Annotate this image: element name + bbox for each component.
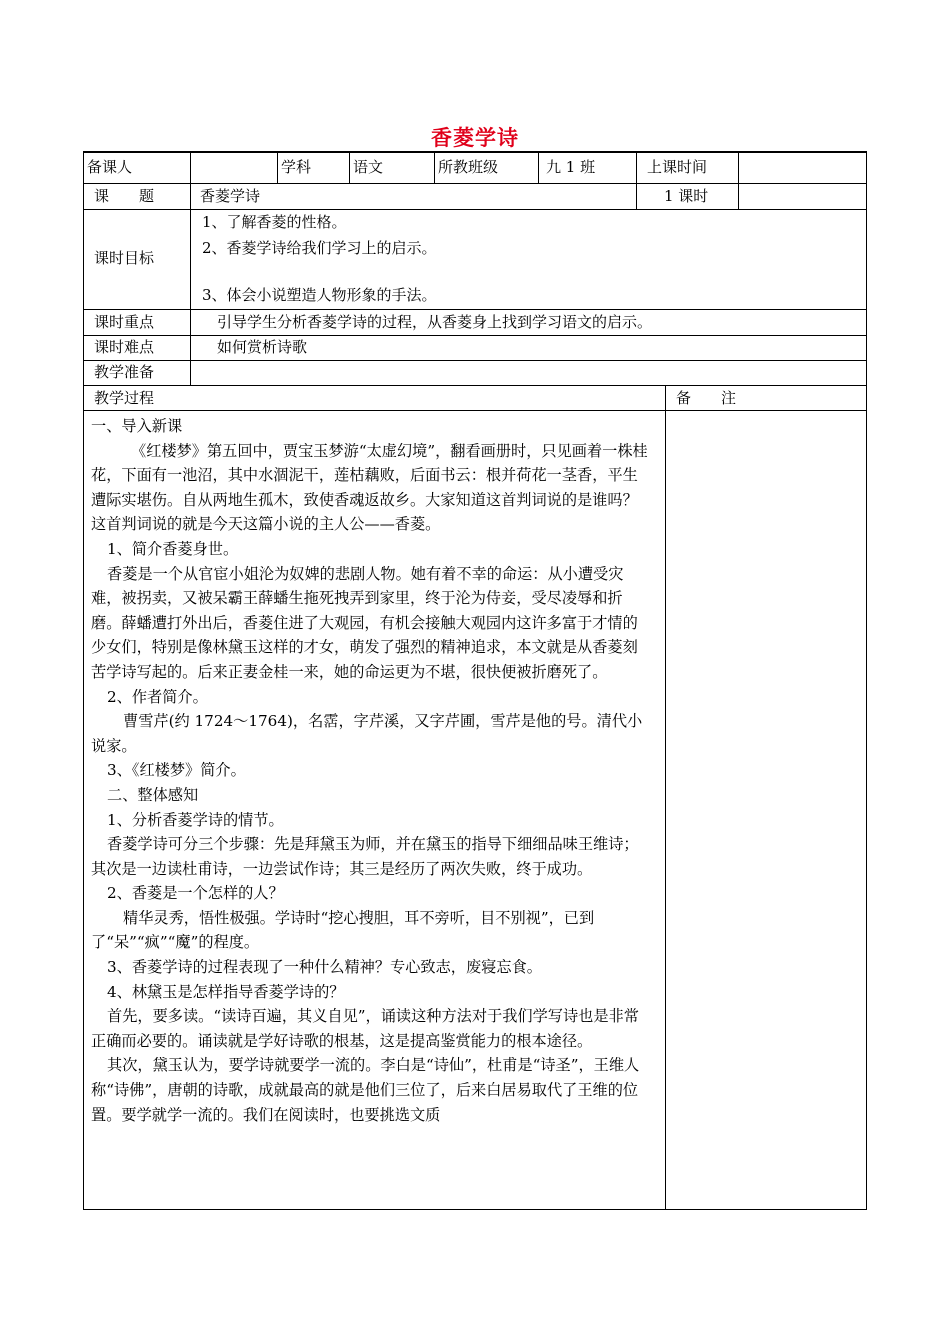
column-divider bbox=[738, 151, 739, 209]
paragraph: 其次，黛玉认为，要学诗就要学一流的。李白是“诗仙”，杜甫是“诗圣”，王维人称“诗佛”，唐朝的诗歌，成就最高的就是他们三位了，后来白居易取代了王维的位置。要学就学一流的。我们在阅读时，也要挑选文质 bbox=[91, 1056, 640, 1124]
row-divider bbox=[83, 209, 867, 210]
column-divider bbox=[434, 151, 435, 183]
paragraph: 首先，要多读。“读诗百遍，其义自见”，诵读这种方法对于我们学写诗也是非常正确而必要的。诵读就是学好诗歌的根基，这是提高鉴赏能力的根本途径。 bbox=[91, 1007, 639, 1050]
row-divider bbox=[83, 309, 867, 310]
goal-item: 2、香菱学诗给我们学习上的启示。 bbox=[202, 239, 437, 257]
paragraph: 《红楼梦》第五回中，贾宝玉梦游“太虚幻境”，翻看画册时，只见画着一株桂花，下面有一池沼，其中水涸泥干，莲枯藕败，后面书云：根并荷花一茎香，平生遭际实堪伤。自从两地生孤木，致使香魂返故乡。大家知道这首判词说的是谁吗？这首判词说的就是今天这篇小说的主人公——香菱。 bbox=[91, 441, 648, 534]
lesson-process-content bbox=[91, 414, 651, 1127]
column-divider bbox=[665, 385, 666, 1210]
row-divider bbox=[83, 183, 867, 184]
row-divider bbox=[83, 360, 867, 361]
table-border-bottom bbox=[83, 1209, 867, 1210]
paragraph: 3、香菱学诗的过程表现了一种什么精神？专心致志，废寝忘食。 bbox=[107, 958, 542, 977]
column-divider bbox=[538, 151, 539, 183]
goals-label: 课时目标 bbox=[94, 249, 155, 267]
paragraph: 曹雪芹(约 1724～1764)，名霑，字芹溪，又字芹圃，雪芹是他的号。清代小说家。 bbox=[91, 712, 643, 755]
subheading: 2、香菱是一个怎样的人？ bbox=[107, 884, 284, 903]
paragraph: 香菱学诗可分三个步骤：先是拜黛玉为师，并在黛玉的指导下细细品味王维诗；其次是一边读杜甫诗，一边尝试作诗；其三是经历了两次失败，终于成功。 bbox=[91, 835, 639, 878]
subheading: 4、林黛玉是怎样指导香菱学诗的？ bbox=[107, 982, 345, 1001]
row-divider bbox=[83, 410, 867, 411]
column-divider bbox=[636, 151, 637, 209]
class-label: 所教班级 bbox=[438, 158, 499, 176]
subheading: 1、分析香菱学诗的情节。 bbox=[107, 810, 284, 829]
subheading: 3、《红楼梦》简介。 bbox=[107, 761, 246, 780]
time-label: 上课时间 bbox=[647, 158, 708, 176]
table-border-top bbox=[83, 151, 867, 153]
goal-item: 3、体会小说塑造人物形象的手法。 bbox=[202, 286, 437, 304]
focus-value: 引导学生分析香菱学诗的过程，从香菱身上找到学习语文的启示。 bbox=[217, 313, 653, 331]
lesson-hours: 1 课时 bbox=[664, 187, 709, 205]
difficulty-label: 课时难点 bbox=[94, 338, 155, 356]
subheading: 1、简介香菱身世。 bbox=[107, 539, 239, 558]
column-divider bbox=[190, 151, 191, 385]
section-heading: 一、导入新课 bbox=[91, 417, 183, 435]
topic-label: 课 题 bbox=[94, 187, 155, 205]
goal-item: 1、了解香菱的性格。 bbox=[202, 213, 347, 231]
row-divider bbox=[83, 335, 867, 336]
row-divider bbox=[83, 385, 867, 386]
paragraph: 香菱是一个从官宦小姐沦为奴婢的悲剧人物。她有着不幸的命运：从小遭受灾难，被拐卖，又被呆霸王薛蟠生拖死拽弄到家里，终于沦为侍妾，受尽凌辱和折磨。薛蟠遭打外出后，香菱住进了大观园，有机会接触大观园内这许多富于才情的少女们，特别是像林黛玉这样的才女，萌发了强烈的精神追求，本文就是从香菱刻苦学诗写起的。后来正妻金桂一来，她的命运更为不堪，很快便被折磨死了。 bbox=[91, 564, 638, 681]
column-divider bbox=[277, 151, 278, 183]
class-value: 九 1 班 bbox=[546, 158, 596, 176]
preparer-label: 备课人 bbox=[87, 158, 133, 176]
process-label: 教学过程 bbox=[94, 389, 155, 407]
document-title: 香菱学诗 bbox=[431, 126, 519, 150]
section-heading: 二、整体感知 bbox=[107, 785, 199, 804]
subject-label: 学科 bbox=[281, 158, 312, 176]
prep-label: 教学准备 bbox=[94, 363, 155, 381]
paragraph: 精华灵秀，悟性极强。学诗时“挖心搜胆，耳不旁听，目不别视”，已到了“呆”“疯”“魔”的程度。 bbox=[91, 908, 595, 952]
focus-label: 课时重点 bbox=[94, 313, 155, 331]
table-border-right bbox=[866, 151, 867, 1210]
column-divider bbox=[349, 151, 350, 183]
difficulty-value: 如何赏析诗歌 bbox=[217, 338, 308, 356]
table-border-left bbox=[83, 151, 84, 1210]
topic-value: 香菱学诗 bbox=[200, 187, 261, 205]
subject-value: 语文 bbox=[353, 158, 384, 176]
subheading: 2、作者简介。 bbox=[107, 687, 208, 706]
notes-label: 备 注 bbox=[676, 389, 737, 407]
